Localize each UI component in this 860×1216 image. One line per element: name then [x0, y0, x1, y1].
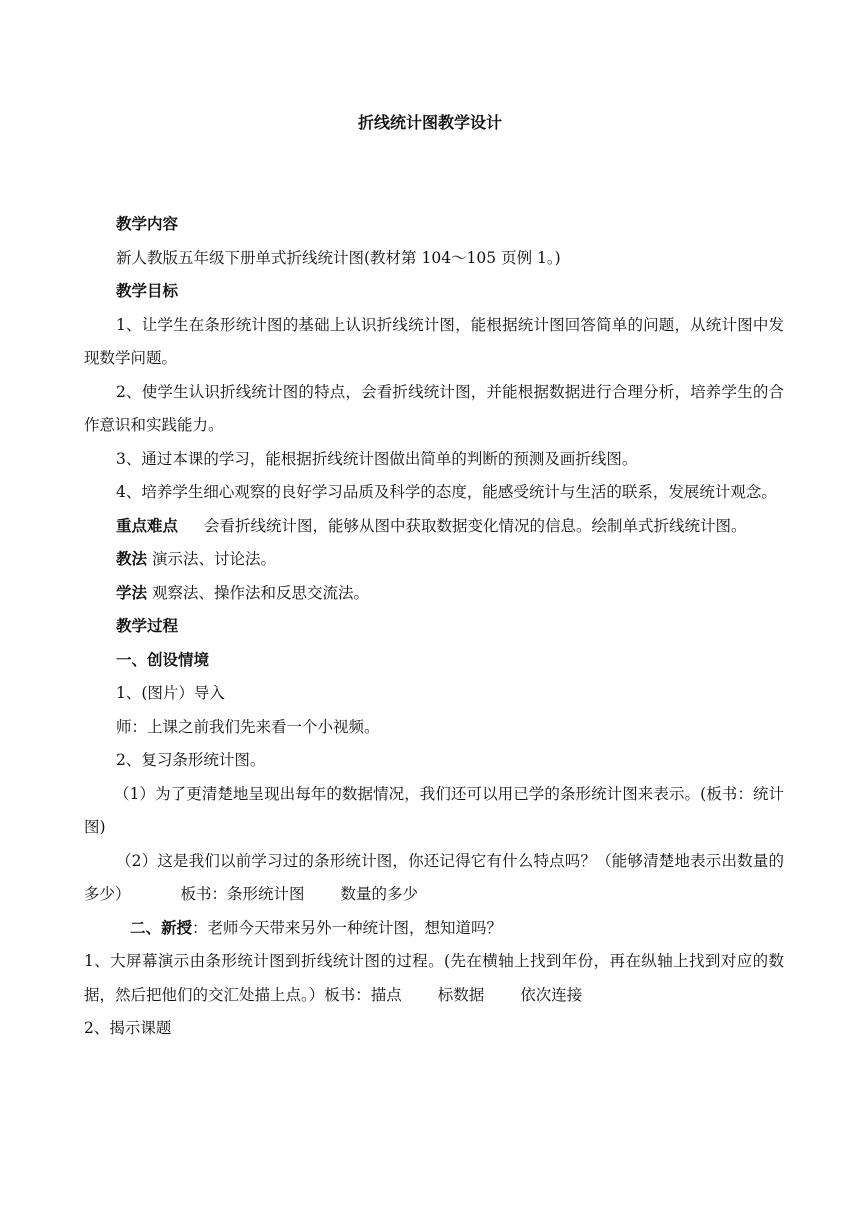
paragraph-goal-2: 2、使学生认识折线统计图的特点，会看折线统计图，并能根据数据进行合理分析，培养学生的合作意识和实践能力。 [84, 382, 784, 434]
teaching-method-text: 演示法、讨论法。 [151, 550, 276, 568]
heading-teaching-goals: 教学目标 [116, 282, 179, 300]
paragraph-s1-teacher: 师：上课之前我们先来看一个小视频。 [116, 717, 380, 736]
key-points-text: 会看折线统计图，能够从图中获取数据变化情况的信息。绘制单式折线统计图。 [204, 516, 747, 535]
paragraph-goal-4: 4、培养学生细心观察的良好学习品质及科学的态度，能感受统计与生活的联系，发展统计观念。 [116, 483, 777, 501]
heading-section-1: 一、创设情境 [116, 650, 210, 669]
paragraph-goal-1: 1、让学生在条形统计图的基础上认识折线统计图，能根据统计图回答简单的问题，从统计图中发现数学问题。 [84, 315, 784, 367]
paragraph-s2-item-1 [84, 945, 784, 1012]
paragraph-key-points [84, 510, 784, 544]
paragraph-learning-method [84, 577, 784, 611]
s1-sub-2-text: （2）这是我们以前学习过的条形统计图，你还记得它有什么特点吗？（能够清楚地表示出数量的多少） [84, 851, 784, 903]
paragraph-s1-item-1: 1、(图片）导入 [116, 684, 225, 702]
s2-item-1-board-2: 标数据 [437, 985, 485, 1004]
paragraph-section-2 [84, 912, 784, 946]
key-points-label: 重点难点 [116, 516, 179, 535]
s1-sub-2-board: 板书：条形统计图 [180, 885, 305, 903]
s1-sub-2-board-2: 数量的多少 [340, 885, 419, 903]
section-2-label: 二、新授 [130, 918, 193, 937]
paragraph-teaching-method [84, 543, 784, 577]
teaching-method-label: 教法 [116, 550, 148, 568]
paragraph-teaching-content: 新人教版五年级下册单式折线统计图(教材第 104～105 页例 1。) [116, 248, 561, 267]
paragraph-goal-3: 3、通过本课的学习，能根据折线统计图做出简单的判断的预测及画折线图。 [116, 449, 638, 468]
s2-item-1-board-3: 依次连接 [520, 985, 583, 1004]
paragraph-s1-item-2: 2、复习条形统计图。 [116, 751, 266, 769]
document-body [84, 208, 784, 1046]
section-2-text: ：老师今天带来另外一种统计图，想知道吗？ [192, 918, 503, 937]
learning-method-label: 学法 [116, 583, 148, 602]
paragraph-s2-item-2: 2、揭示课题 [84, 1019, 172, 1037]
heading-teaching-process: 教学过程 [116, 617, 179, 635]
paragraph-s1-sub-1: （1）为了更清楚地呈现出每年的数据情况，我们还可以用已学的条形统计图来表示。(板书：统计图) [84, 784, 784, 836]
learning-method-text: 观察法、操作法和反思交流法。 [151, 583, 369, 602]
document-title: 折线统计图教学设计 [357, 113, 502, 132]
s2-item-1-text: 1、大屏幕演示由条形统计图到折线统计图的过程。(先在横轴上找到年份，再在纵轴上找到对应的数据，然后把他们的交汇处描上点。）板书：描点 [84, 952, 784, 1004]
heading-teaching-content: 教学内容 [116, 215, 179, 233]
paragraph-s1-sub-2 [84, 845, 784, 912]
